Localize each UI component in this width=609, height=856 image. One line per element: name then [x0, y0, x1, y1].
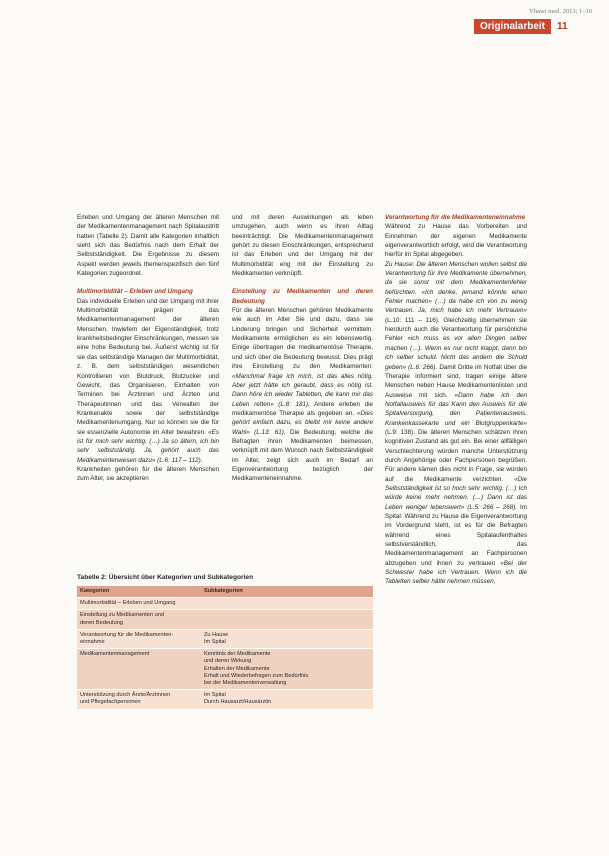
- paragraph-text: Im Spital: Während zu Hause die Eigenverantwortung im Vordergrund steht, ist es für die Befragten während eines Spitalaufenthaltes selbstverständlich, das Medikamentenmanagement an Fachpersonen abzugeben und ihnen zu vertrauen: [385, 503, 527, 567]
- subcategory-cell: [201, 690, 373, 709]
- subcategory-cell: [201, 598, 373, 610]
- paragraph-text: (L.10: 111 – 116). Gleichzeitig übernehmen sie hierdurch auch die Verantwortung für persönliche Fehler: [385, 316, 527, 343]
- table-caption: Tabelle 2: Übersicht über Kategorien und Subkategorien: [77, 574, 254, 581]
- paragraph-text: Damit Dritte im Notfall über die Therapie informiert sind, tragen einige ältere Menschen neben Hause Medikamentenlisten und Ausweise mit sich.: [385, 363, 528, 399]
- cell-line: einnahme: [80, 639, 105, 646]
- text-column-1: [77, 213, 219, 484]
- page-number: 11: [557, 21, 568, 32]
- cell-line: Erhalten der Medikamente: [204, 665, 270, 672]
- table-row: [77, 649, 373, 690]
- cell-line: und deren Wirkung: [204, 658, 252, 665]
- subcategory-cell: [201, 610, 373, 629]
- table-header-row: [77, 586, 373, 598]
- category-cell: [77, 690, 201, 709]
- table-row: [77, 610, 373, 629]
- paragraph: Während zu Hause das Vorbereiten und Einnehmen der eigenen Medikamente eigenverantwortlich erfolgt, wird die Verantwortung hierfür im Spital abgegeben.: [385, 223, 527, 259]
- paragraph: [385, 260, 527, 587]
- header-cell: Subkategorien: [201, 586, 373, 598]
- cell-line: Kenntnis der Medikamente: [204, 651, 271, 658]
- paragraph: Erleben und Umgang der älteren Menschen mit der Medikamentenmanagement nach Spitalaustritt hatten (Tabelle 2). Damit alle Kategorien inhaltlich sieht sich das Bedürfnis nach dem Erhalt der Selbstständigkeit. Die Ergebnisse zu diesem Aspekt werden jeweils themenspezifisch den fünf Kategorien zugeordnet.: [77, 214, 219, 278]
- cell-line: Unterstützung durch Ärzte/Ärztinnen: [80, 692, 171, 699]
- paragraph: Krankheiten gehören für die älteren Menschen zum Alter, sie akzeptieren: [77, 465, 219, 483]
- table: [77, 586, 373, 710]
- cell-line: Durch Hausarzt/Hausärztin: [204, 699, 272, 706]
- quote: «Manchmal frage ich mich, ist das alles nötig. Aber jetzt hätte ich geraubt, dass es nötig ist. Dann höre ich wieder Tabletten, die kann mir das Leben retten» (L.8: 181).: [232, 372, 373, 408]
- quote: «Bei der Schwester habe ich Vertrauen. Wenn ich die Tabletten selber hätte nehmen müssen,: [385, 559, 527, 586]
- text-column-2: [232, 213, 373, 484]
- header-cell: Kategorien: [77, 586, 201, 598]
- cell-line: Zu Hause: [204, 631, 229, 638]
- journal-reference: Vhawi med. 2013; 1–10: [529, 8, 592, 15]
- category-cell: [77, 610, 201, 629]
- text-column-3: [385, 213, 527, 587]
- section-heading: Multimorbidität – Erleben und Umgang: [77, 288, 193, 296]
- section-heading: Einstellung zu Medikamenten und deren Bedeutung: [232, 288, 373, 305]
- cell-line: Einstellung zu Medikamenten und: [80, 612, 164, 619]
- table-row: [77, 690, 373, 709]
- cell-line: Im Spital: [204, 639, 226, 646]
- paragraph-text: Das individuelle Erleben und der Umgang mit ihrer Multimorbidität prägen das Medikamentenmanagement der älteren Menschen. Inwiefern der Eigenständigkeit, trotz krankheitsbedingter Einschränkungen, messen sie eine hohe Bedeutung bei. Äußerst wichtig ist für sie das selbständige Managen der Multimorbidität, z. B. dem selbstständigen wesentlichen Kontrollieren von Blutdruck, Blutzucker und Gewicht, das Organisieren, Einhalten von Terminen bei Ärztinnen und Ärzten und Therapeutinnen und das Verwalten der Krankenakte sowie der selbstständige Medikamentenumgang. Nur so können sie die für sie essenzielle Autonomie im Alter bewahren.: [77, 297, 219, 436]
- quote: «Dies gehört einfach dazu, es bleibt mir keine andere Wahl» (L.13: 61).: [232, 409, 373, 436]
- paragraph-text: Zu Hause: Die älteren Menschen wollen selbst die Verantwortung für ihre Medikamente übernehmen, da sie sonst mit dem Medikamentenfehler befürchten.: [385, 260, 527, 296]
- cell-line: Medikamentenmanagement: [80, 651, 150, 658]
- quote: «Dann habe ich den Notfallausweis für das Kann den Ausweis für die Spitalversorgung, den Patientenausweis. Krankenkassekarte und ein Blutgruppenkarte»: [385, 391, 528, 427]
- section-label: Originalarbeit: [474, 19, 551, 34]
- paragraph-text: Die Bedeutung, welche die Befragten ihren Medikamenten beimessen, verknüpft mit dem Wunsch nach Selbstständigkeit im Alter, zeigt sich auch im Bedarf an Eigenverantwortung bezüglich der Medikamenteneinnahme.: [232, 428, 374, 483]
- paragraph: [232, 306, 373, 484]
- quote: «Es ist für mich sehr wichtig. (…) Ja so ältern, ich bin sehr selbstständig. Ja, gehört auch das Medikamentenwesen dazu» (L.6: 117 – 112).: [77, 428, 220, 464]
- cell-line: deren Bedeutung: [80, 619, 123, 626]
- paragraph-text: Für die älteren Menschen gehören Medikamente wie auch im Alter Sie und dazu, dass sie Linderung bringen und Sicherheit vermitteln. Medikamente ermöglichen es ein lebenswertig. Einige übertragen die medikamentöse Therapie, und sich über die Bedeutung bewusst. Dies prägt ihre Einstellung zu den Medikamenten:: [232, 307, 373, 371]
- subcategory-cell: [201, 629, 373, 648]
- category-cell: [77, 598, 201, 610]
- cell-line: und Pflegefachpersonen: [80, 699, 141, 706]
- quote: «Die Selbstständigkeit ist so hoch sehr wichtig. (…) Ich würde keine mehr nehmen. (…) Dann ist das Leben weniger lebenswert» (L.5: 266 – 268).: [385, 475, 528, 511]
- paragraph: [77, 297, 219, 465]
- section-heading: Verantwortung für die Medikamenteneinnahme: [385, 214, 526, 221]
- cell-line: Multimorbidität – Erleben und Umgang: [80, 600, 176, 607]
- paragraph: und mit deren Auswirkungen als leben umzugehen, auch wenn es ihren Alltag beeinträchtigt. Die Medikamentenmanagement gehört zu diesen Einschränkungen, entsprechend ist das Erleben und der Umgang mit der Multimorbidität eng mit der Einstellung zu Medikamenten verknüpft.: [232, 214, 373, 278]
- quote: «Ich denke, jemand könnte einen Fehler machen» (…) da habe ich von zu wenig Vertrauen. Ja, mich habe ich mehr Vertrauen»: [385, 288, 528, 315]
- category-cell: [77, 629, 201, 648]
- table-row: [77, 629, 373, 648]
- paragraph-text: (L.9: 138). Die älteren Menschen schätzen ihren kognitiven Zustand als gut ein. Bei einer allfälligen Verschlechterung würden manche Unterstützung durch Angehörige oder Fachpersonen begrüßen. Für andere kämen dies nicht in Frage, sie würden auf die Medikamente verzichten.: [385, 428, 527, 483]
- cell-line: Verantwortung für die Medikamenten-: [80, 631, 174, 638]
- cell-line: Im Spital: [204, 692, 226, 699]
- subcategory-cell: [201, 649, 373, 690]
- cell-line: bei der Medikamentenverwaltung: [204, 680, 287, 687]
- cell-line: Erhalt und Wiederbefragen zum Bedürfnis: [204, 672, 309, 679]
- quote: «ich muss es vor allen Dingen selber machen (…). Wenn es nur nicht klappt, dann bin ich selber schuld. Nicht das andern die Schuld geben» (L.6: 266).: [385, 335, 528, 371]
- category-cell: [77, 649, 201, 690]
- table-row: [77, 598, 373, 610]
- paragraph-text: Andere erleben die medikamentöse Therapie als gegeben an.: [232, 400, 373, 417]
- categories-table: [77, 574, 373, 710]
- section-badge: [474, 19, 568, 34]
